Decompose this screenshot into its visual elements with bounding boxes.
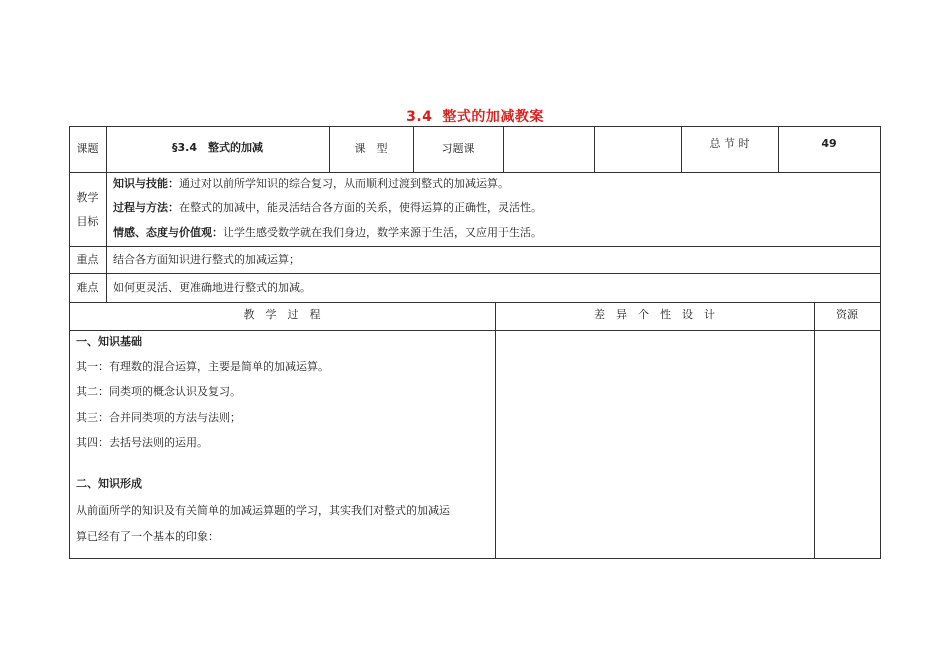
key-point-text: 结合各方面知识进行整式的加减运算； [113,253,300,266]
section1-heading: 一、知识基础 [76,335,142,348]
knowledge-label: 知识与技能： [113,177,179,190]
title-number: 3.4 [406,109,433,125]
header-cell-divider [503,126,504,172]
objectives-label-line2: 目标 [76,215,99,228]
objectives-label-line1: 教学 [76,191,99,204]
difficult-point-label: 难点 [76,281,99,294]
topic-value: §3.4 整式的加减 [172,141,263,154]
differentiated-design-header: 差 异 个 性 设 计 [594,308,715,321]
list-item: 其一：有理数的混合运算，主要是简单的加减运算。 [76,360,329,373]
resources-header: 资源 [836,308,858,321]
total-periods-label: 总 节 时 [709,137,750,150]
list-item: 其三：合并同类项的方法与法则； [76,411,241,424]
section2-heading: 二、知识形成 [76,477,142,490]
table-row-divider [69,172,881,173]
process-column-divider [495,302,496,558]
objective-knowledge [113,177,509,191]
list-item: 其二：同类项的概念认识及复习。 [76,385,241,398]
table-row-divider [69,330,881,331]
lesson-type-label: 课 型 [354,142,388,155]
document-title [0,106,950,126]
title-text: 整式的加减教案 [442,109,544,125]
attitude-label: 情感、态度与价值观： [113,226,223,239]
teaching-process-header: 教 学 过 程 [243,308,321,321]
paragraph-line: 算已经有了一个基本的印象： [76,530,219,543]
paragraph-line: 从前面所学的知识及有关简单的加减运算题的学习，其实我们对整式的加减运 [76,504,450,517]
process-label: 过程与方法： [113,201,179,214]
process-text: 在整式的加减中，能灵活结合各方面的关系，使得运算的正确性，灵活性。 [179,201,542,214]
table-border-top [69,126,881,127]
total-periods-value: 49 [821,137,837,150]
attitude-text: 让学生感受数学就在我们身边，数学来源于生活，又应用于生活。 [223,226,542,239]
lesson-type-value: 习题课 [441,142,475,155]
list-item: 其四：去括号法则的运用。 [76,436,208,449]
key-point-label: 重点 [76,253,99,266]
table-row-divider [69,246,881,247]
objective-attitude [113,226,542,240]
table-row-divider [69,302,881,303]
topic-label: 课题 [76,142,99,155]
table-border-bottom [69,558,881,559]
process-column-divider [814,302,815,558]
difficult-point-text: 如何更灵活、更准确地进行整式的加减。 [113,281,311,294]
knowledge-text: 通过对以前所学知识的综合复习，从而顺利过渡到整式的加减运算。 [179,177,509,190]
table-border-right [880,126,881,559]
header-cell-divider [594,126,595,172]
table-row-divider [69,273,881,274]
objective-process [113,201,542,215]
objectives-label [69,186,106,234]
